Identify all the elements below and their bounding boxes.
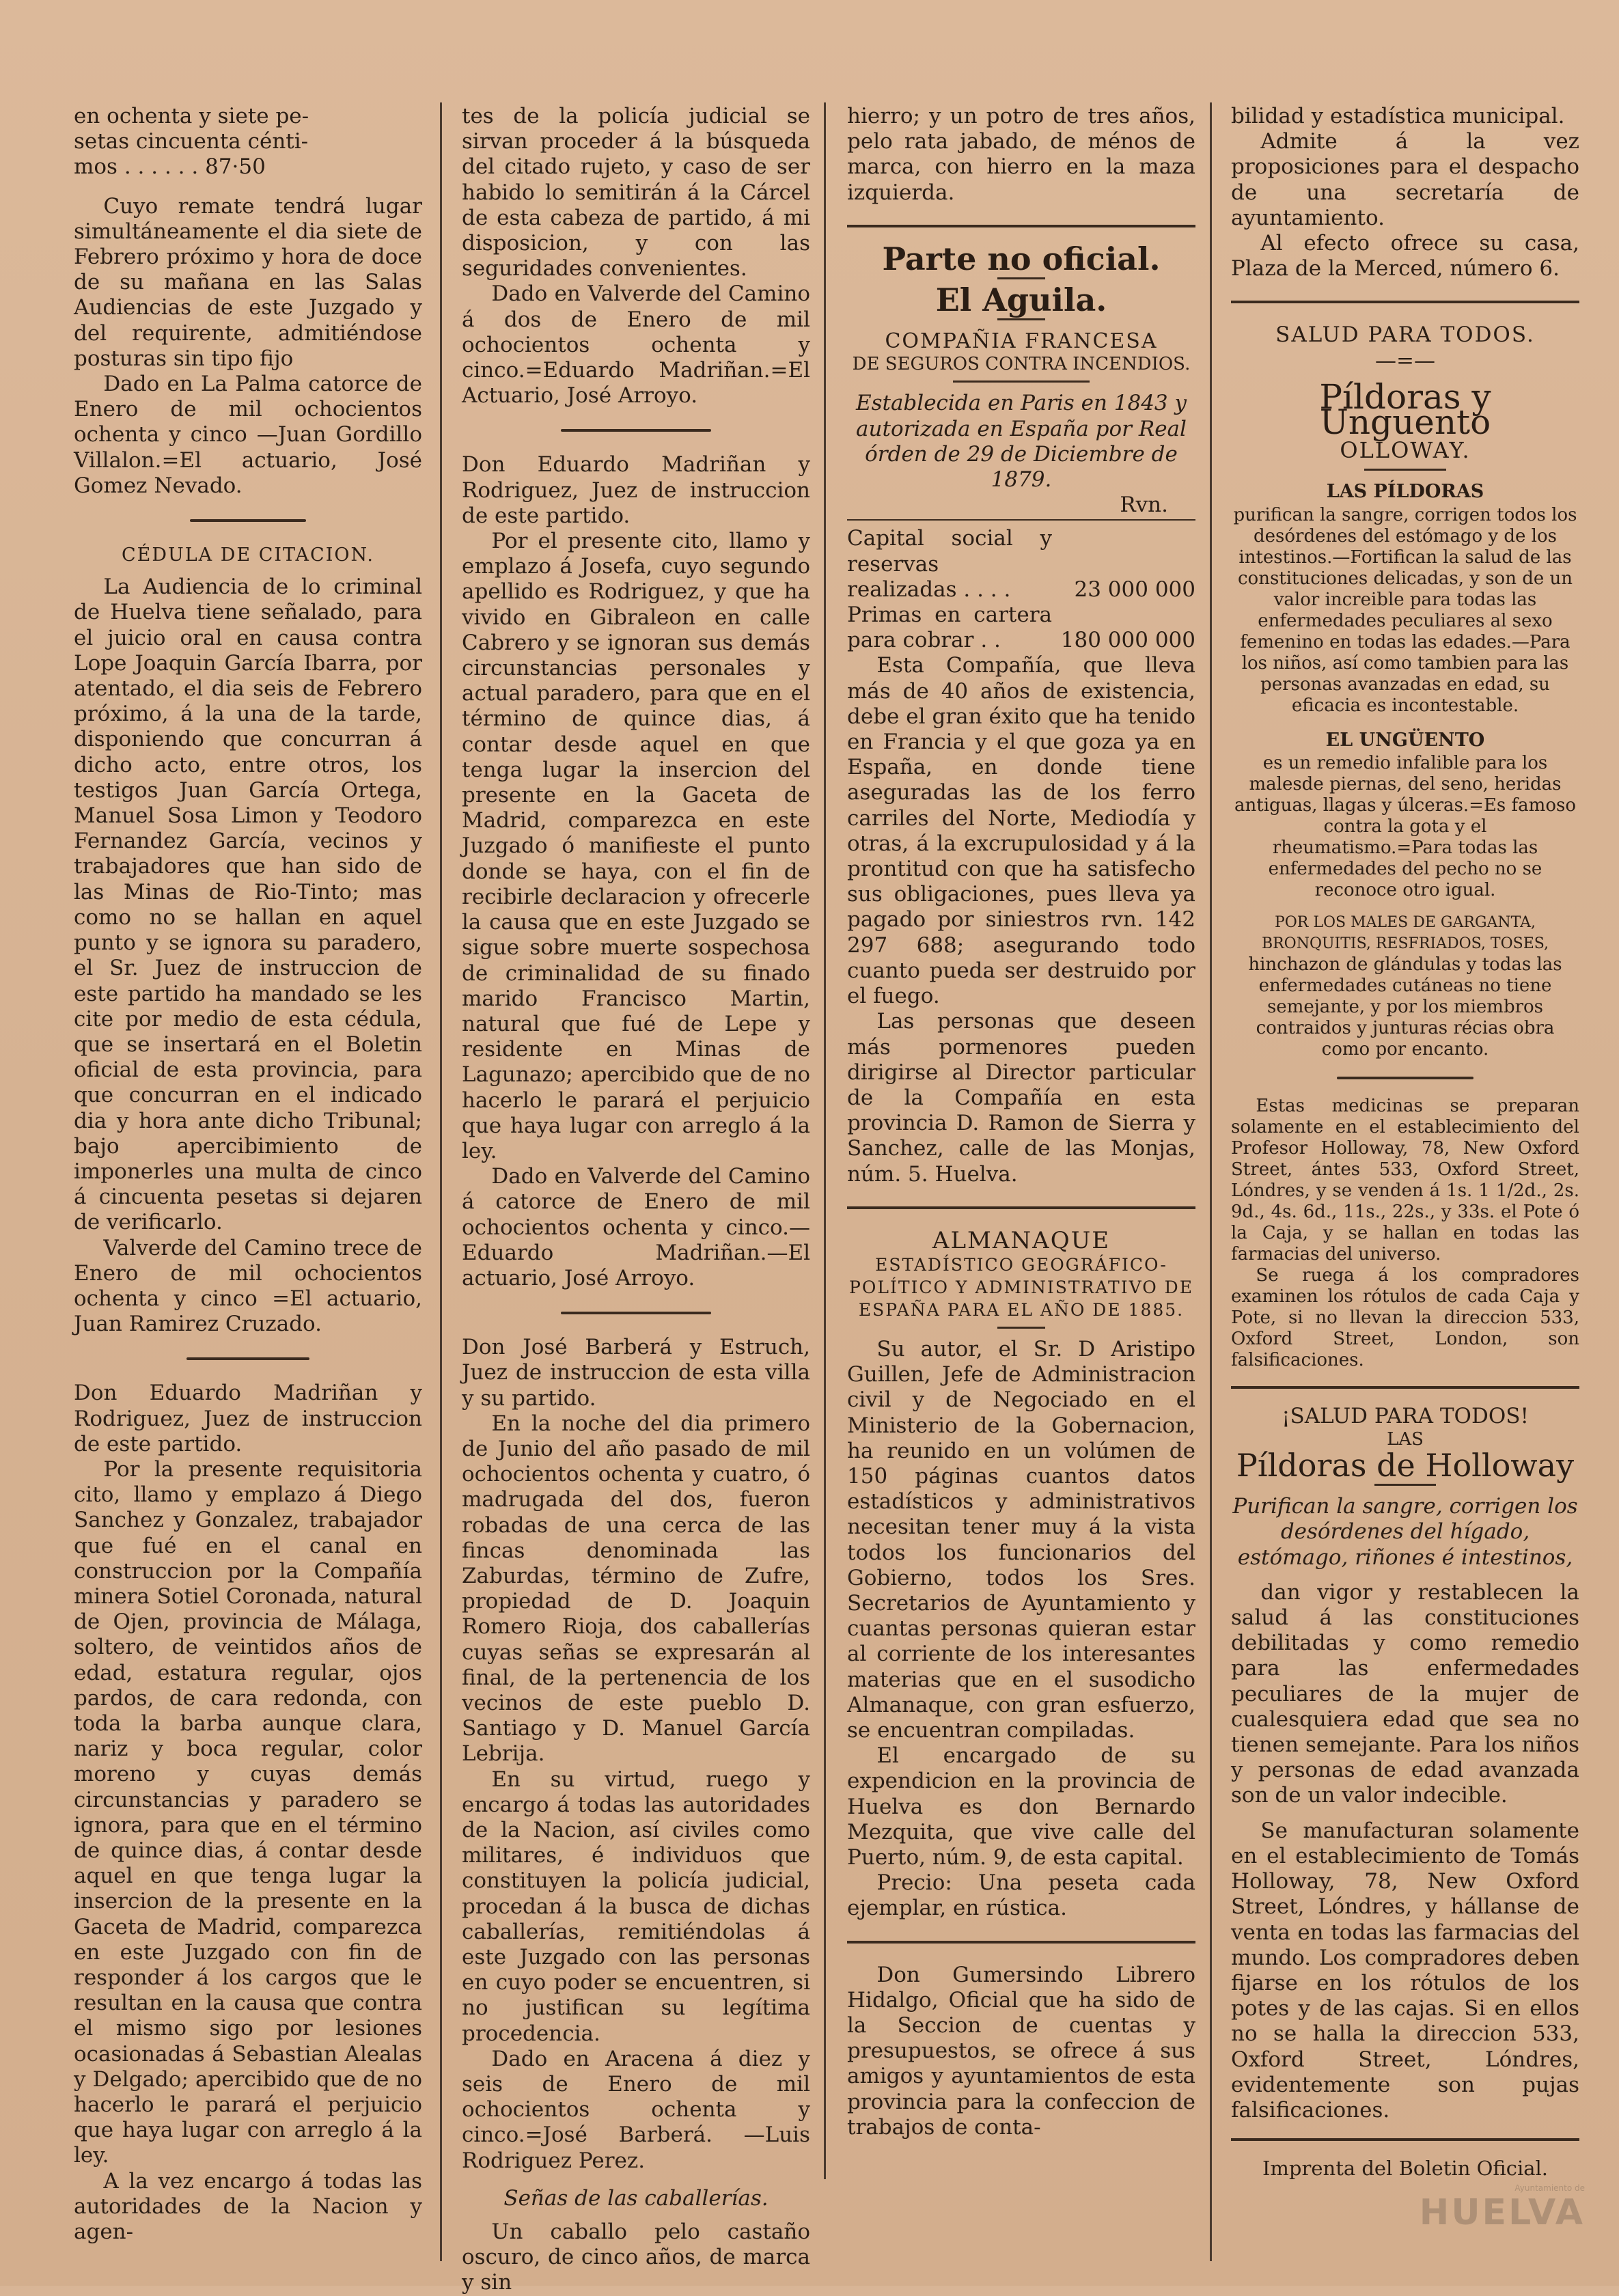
paragraph: Valverde del Camino trece de Enero de mil ochocientos ochenta y cinco =El actuario, Juan Ramirez Cruzado.	[74, 1235, 422, 1337]
paragraph: Un caballo pelo castaño oscuro, de cinco años, de marca y sin	[462, 2219, 810, 2295]
paragraph: Su autor, el Sr. D Aristipo Guillen, Jefe de Administracion civil y de Negociado en el Ministerio de la Gobernacion, ha reunido en un volúmen de 150 páginas cuantos datos estadísticos y administrativos necesitan tener muy á la vista todos los funcionarios del Gobierno, todos los Sres. Secretarios de Ayuntamiento y cuantas personas quieran estar al corriente de los interesantes materias que en el susodicho Almanaque, con gran esfuerzo, se encuentran compiladas.	[847, 1336, 1195, 1743]
section-title: El Aguila.	[935, 281, 1107, 319]
company-name: COMPAÑIA FRANCESA	[885, 329, 1158, 354]
column-2	[462, 104, 810, 2295]
subsection-title: EL UNGÜENTO	[1325, 729, 1485, 751]
short-rule	[997, 1327, 1045, 1329]
primas-value: 180 000 000	[1060, 628, 1195, 653]
horizontal-rule	[1231, 301, 1579, 303]
paragraph: tes de la policía judicial se sirvan proceder á la búsqueda del citado rujeto, y caso de ser habido lo semitirán á la Cárcel de esta cabeza de partido, á mi disposicion, y con las seguridades convenientes.	[462, 104, 810, 281]
paragraph: Dado en La Palma catorce de Enero de mil ochocientos ochenta y cinco —Juan Gordillo Villalon.=El actuario, José Gomez Nevado.	[74, 372, 422, 498]
subsection-title: LAS PÍLDORAS	[1326, 481, 1484, 503]
section-subtitle: ESTADÍSTICO GEOGRÁFICO-POLÍTICO Y ADMINISTRATIVO DE ESPAÑA PARA EL AÑO DE 1885.	[849, 1254, 1193, 1320]
printer-imprint: Imprenta del Boletin Oficial.	[1262, 2157, 1549, 2181]
paragraph: Don Eduardo Madriñan y Rodriguez, Juez de instruccion de este partido.	[462, 452, 810, 528]
section-title: Parte no oficial.	[882, 240, 1161, 277]
ad-title: Píldoras de Holloway	[1236, 1447, 1575, 1484]
ad-subtitle: LAS	[1387, 1429, 1424, 1450]
section-title: ¡SALUD PARA TODOS!	[1282, 1403, 1529, 1428]
horizontal-rule	[1231, 2138, 1579, 2141]
section-title: ALMANAQUE	[932, 1226, 1111, 1254]
horizontal-rule	[847, 1941, 1195, 1944]
capital-row	[847, 526, 1195, 603]
paragraph: En su virtud, ruego y encargo á todas las autoridades de la Nacion, así civiles como militares, é individuos que constituyen la policía judicial, procedan á la busca de dichas caballerías, remitiéndolas á este Juzgado con las personas en cuyo poder se encuentren, si no justifican su legítima procedencia.	[462, 1767, 810, 2046]
horizontal-rule	[847, 225, 1195, 227]
primas-label: Primas en cartera para cobrar . .	[847, 603, 1052, 653]
paragraph: hinchazon de glándulas y todas las enfermedades cutáneas no tiene semejante, y por los miembros contraidos y junturas récias obra como por encanto.	[1248, 954, 1562, 1060]
paragraph: Don Eduardo Madriñan y Rodriguez, Juez de instruccion de este partido.	[74, 1381, 422, 1456]
ornament-rule	[190, 519, 306, 522]
ornament-rule	[186, 1357, 309, 1360]
paragraph: Cuyo remate tendrá lugar simultáneamente el dia siete de Febrero próximo y hora de doce de su mañana en las Salas Audiencias de este Juzgado y del requirente, admitiéndose posturas sin tipo fijo	[74, 193, 422, 371]
paragraph: Al efecto ofrece su casa, Plaza de la Merced, número 6.	[1231, 231, 1579, 281]
paragraph: es un remedio infalible para los malesde piernas, del seno, heridas antiguas, llagas y úlceras.=Es famoso contra la gota y el rheumatismo.=Para todas las enfermedades del pecho no se reconoce otro igual.	[1234, 752, 1576, 900]
paragraph: hierro; y un potro de tres años, pelo rata jabado, de ménos de marca, con hierro en la maza izquierda.	[847, 104, 1195, 205]
ad-title: Píldoras y Unguento	[1319, 376, 1491, 443]
short-rule	[1364, 469, 1446, 471]
paragraph: Se manufacturan solamente en el establecimiento de Tomás Holloway, 78, New Oxford Street, Lóndres, y hállanse de venta en todas las farmacias del mundo. Los compradores deben fijarse en los rótulos de los potes y de las cajas. Si en ellos no se halla la direccion 533, Oxford Street, Lóndres, evidentemente son pujas falsificaciones.	[1231, 1818, 1579, 2122]
ornament: —=—	[1375, 348, 1435, 373]
horizontal-rule	[847, 1206, 1195, 1209]
subsection-title: POR LOS MALES DE GARGANTA, BRONQUITIS, RESFRIADOS, TOSES,	[1261, 913, 1549, 952]
ad-tagline: Purifican la sangre, corrigen los desórdenes del hígado, estómago, riñones é intestinos,	[1232, 1494, 1578, 1570]
paragraph: Don José Barberá y Estruch, Juez de instruccion de esta villa y su partido.	[462, 1335, 810, 1411]
column-3	[847, 104, 1195, 2258]
section-title: Señas de las caballerías.	[503, 2185, 769, 2211]
column-rule	[824, 102, 826, 2179]
paragraph: Precio: Una peseta cada ejemplar, en rústica.	[847, 1870, 1195, 1921]
paragraph: Establecida en Paris en 1843 y autorizada en España por Real órden de 29 de Diciembre de 1879.	[855, 391, 1187, 493]
column-rule	[1210, 102, 1212, 2261]
horizontal-rule	[847, 519, 1195, 521]
capital-label: Capital social y reservas realizadas . . . .	[847, 526, 1052, 602]
text-line: mos . . . . . . 87·50	[74, 154, 266, 180]
ornament-rule	[561, 1312, 711, 1314]
paragraph: dan vigor y restablecen la salud á las constituciones debilitadas y como remedio para las enfermedades peculiares de la mujer de cualesquiera edad que sea no tienen semejante. Para los niños y personas de edad avanzada son de un valor indecible.	[1231, 1579, 1579, 1808]
stamp-line: HUELVA	[1419, 2192, 1585, 2233]
paragraph: Dado en Valverde del Camino á dos de Enero de mil ochocientos ochenta y cinco.=Eduardo Madriñan.=El Actuario, José Arroyo.	[462, 281, 810, 409]
column-rule	[440, 102, 442, 2261]
paragraph: A la vez encargo á todas las autoridades de la Nacion y agen-	[74, 2168, 422, 2245]
paragraph: Admite á la vez proposiciones para el despacho de una secretaría de ayuntamiento.	[1231, 129, 1579, 230]
ad-brand: OLLOWAY.	[1340, 437, 1471, 464]
section-title: CÉDULA DE CITACION.	[121, 544, 374, 566]
column-4	[1231, 104, 1579, 2258]
paragraph: Estas medicinas se preparan solamente en el establecimiento del Profesor Holloway, 78, New Oxford Street, ántes 533, Oxford Street, Lóndres, y se venden á 1s. 1 1/2d., 2s. 9d., 4s. 6d., 11s., 22s., y 33s. el Pote ó la Caja, y se hallan en todas las farmacias del universo.	[1231, 1095, 1579, 1264]
paragraph: Don Gumersindo Librero Hidalgo, Oficial que ha sido de la Seccion de cuentas y presupuestos, se ofrece á sus amigos y ayuntamientos de esta provincia para la confeccion de trabajos de conta-	[847, 1962, 1195, 2140]
watermark-stamp	[1400, 2183, 1585, 2272]
currency-label: Rvn.	[1120, 493, 1168, 518]
paragraph: Por el presente cito, llamo y emplazo á Josefa, cuyo segundo apellido es Rodriguez, y que ha vivido en Gibraleon en calle Cabrero y se ignoran sus demás circunstancias personales y actual paradero, para que en el término de quince dias, á contar desde aquel en que tenga lugar la insercion del presente en la Gaceta de Madrid, comparezca en este Juzgado ó manifieste el punto donde se haya, con el fin de recibirle declaracion y ofrecerle la causa que en este Juzgado se sigue sobre muerte sospechosa de criminalidad de su finado marido Francisco Martin, natural que fué de Lepe y residente en Minas de Lagunazo; apercibido que de no hacerlo le parará el perjuicio que haya lugar con arreglo á la ley.	[462, 529, 810, 1163]
paragraph: Esta Compañía, que lleva más de 40 años de existencia, debe el gran éxito que ha tenido en Francia y el que goza ya en España, en donde tiene aseguradas las de los ferro carriles del Norte, Mediodía y otras, á la excrupulosidad y á la prontitud con que ha satisfecho sus obligaciones, pues lleva ya pagado por siniestros rvn. 142 297 688; asegurando todo cuanto pueda ser destruido por el fuego.	[847, 653, 1195, 1009]
paragraph: En la noche del dia primero de Junio del año pasado de mil ochocientos ochenta y cuatro, ó madrugada del dos, fueron robadas de una cerca de las fincas denominada las Zaburdas, término de Zufre, propiedad de D. Joaquin Romero Rioja, dos caballerías cuyas señas se expresarán al final, de la pertenencia de los vecinos de este pueblo D. Santiago y D. Manuel García Lebrija.	[462, 1411, 810, 1767]
short-rule	[953, 381, 1090, 383]
paragraph: El encargado de su expendicion en la provincia de Huelva es don Bernardo Mezquita, que vive calle del Puerto, núm. 9, de esta capital.	[847, 1743, 1195, 1870]
text-line: setas cincuenta cénti-	[74, 129, 309, 154]
paragraph: Se ruega á los compradores examinen los rótulos de cada Caja y Pote, si no llevan la direccion 533, Oxford Street, London, son falsificaciones.	[1231, 1264, 1579, 1370]
paragraph: Las personas que deseen más pormenores pueden dirigirse al Director particular de la Compañía en esta provincia D. Ramon de Sierra y Sanchez, calle de las Monjas, núm. 5. Huelva.	[847, 1009, 1195, 1187]
paragraph: La Audiencia de lo criminal de Huelva tiene señalado, para el juicio oral en causa contra Lope Joaquin García Ibarra, por atentado, el dia seis de Febrero próximo, á la una de la tarde, disponiendo que concurran á dicho acto, entre otros, los testigos Juan García Ortega, Manuel Sosa Limon y Teodoro Fernandez García, vecinos y trabajadores que han sido de las Minas de Rio-Tinto; mas como no se hallan en aquel punto y se ignora su paradero, el Sr. Juez de instruccion de este partido ha mandado se les cite por medio de esta cédula, que se insertará en el Boletin oficial de esta provincia, para que concurran en el indicado dia y hora ante dicho Tribunal; bajo apercibimiento de imponerles una multa de cinco á cincuenta pesetas si dejaren de verificarlo.	[74, 575, 422, 1235]
primas-row	[847, 603, 1195, 653]
paragraph: purifican la sangre, corrigen todos los desórdenes del estómago y de los intestinos.—Fortifican la salud de las constituciones delicadas, y son de un valor increible para todas las enfermedades peculiares al sexo femenino en todas las edades.—Para los niños, así como tambien para las personas avanzadas en edad, su eficacia es incontestable.	[1233, 504, 1577, 716]
paragraph: Dado en Valverde del Camino á catorce de Enero de mil ochocientos ochenta y cinco.—Eduardo Madriñan.—El actuario, José Arroyo.	[462, 1164, 810, 1290]
horizontal-rule	[1231, 1386, 1579, 1389]
paragraph: bilidad y estadística municipal.	[1231, 104, 1565, 128]
short-rule	[997, 277, 1045, 279]
short-rule	[997, 318, 1045, 320]
short-rule	[1374, 1484, 1436, 1486]
paragraph: Por la presente requisitoria cito, llamo y emplazo á Diego Sanchez y Gonzalez, trabajador que fué en el canal en construccion por la Compañía minera Sotiel Coronada, natural de Ojen, provincia de Málaga, soltero, de veintidos años de edad, estatura regular, ojos pardos, de cara redonda, con toda la barba aunque clara, nariz y boca regular, color moreno y cuyas demás circunstancias y paradero se ignora, para que en el término de quince dias, á contar desde aquel en que tenga lugar la insercion de la presente en la Gaceta de Madrid, comparezca en este Juzgado con fin de responder á los cargos que le resultan en la causa que contra el mismo sigo por lesiones ocasionadas á Sebastian Alealas y Delgado; apercibido que de no hacerlo le parará el perjuicio que haya lugar con arreglo á la ley.	[74, 1456, 422, 2168]
company-subtitle: DE SEGUROS CONTRA INCENDIOS.	[852, 354, 1191, 375]
text-line: en ochenta y siete pe-	[74, 104, 309, 128]
stamp-line: Ayuntamiento de	[1514, 2183, 1585, 2193]
ornament-rule	[561, 429, 711, 432]
paragraph: Dado en Aracena á diez y seis de Enero de mil ochocientos ochenta y cinco.=José Barberá. —Luis Rodriguez Perez.	[462, 2046, 810, 2173]
capital-value: 23 000 000	[1074, 577, 1195, 602]
section-title: SALUD PARA TODOS.	[1275, 322, 1535, 348]
ornament-rule	[1337, 1077, 1473, 1079]
column-1	[74, 104, 422, 2258]
